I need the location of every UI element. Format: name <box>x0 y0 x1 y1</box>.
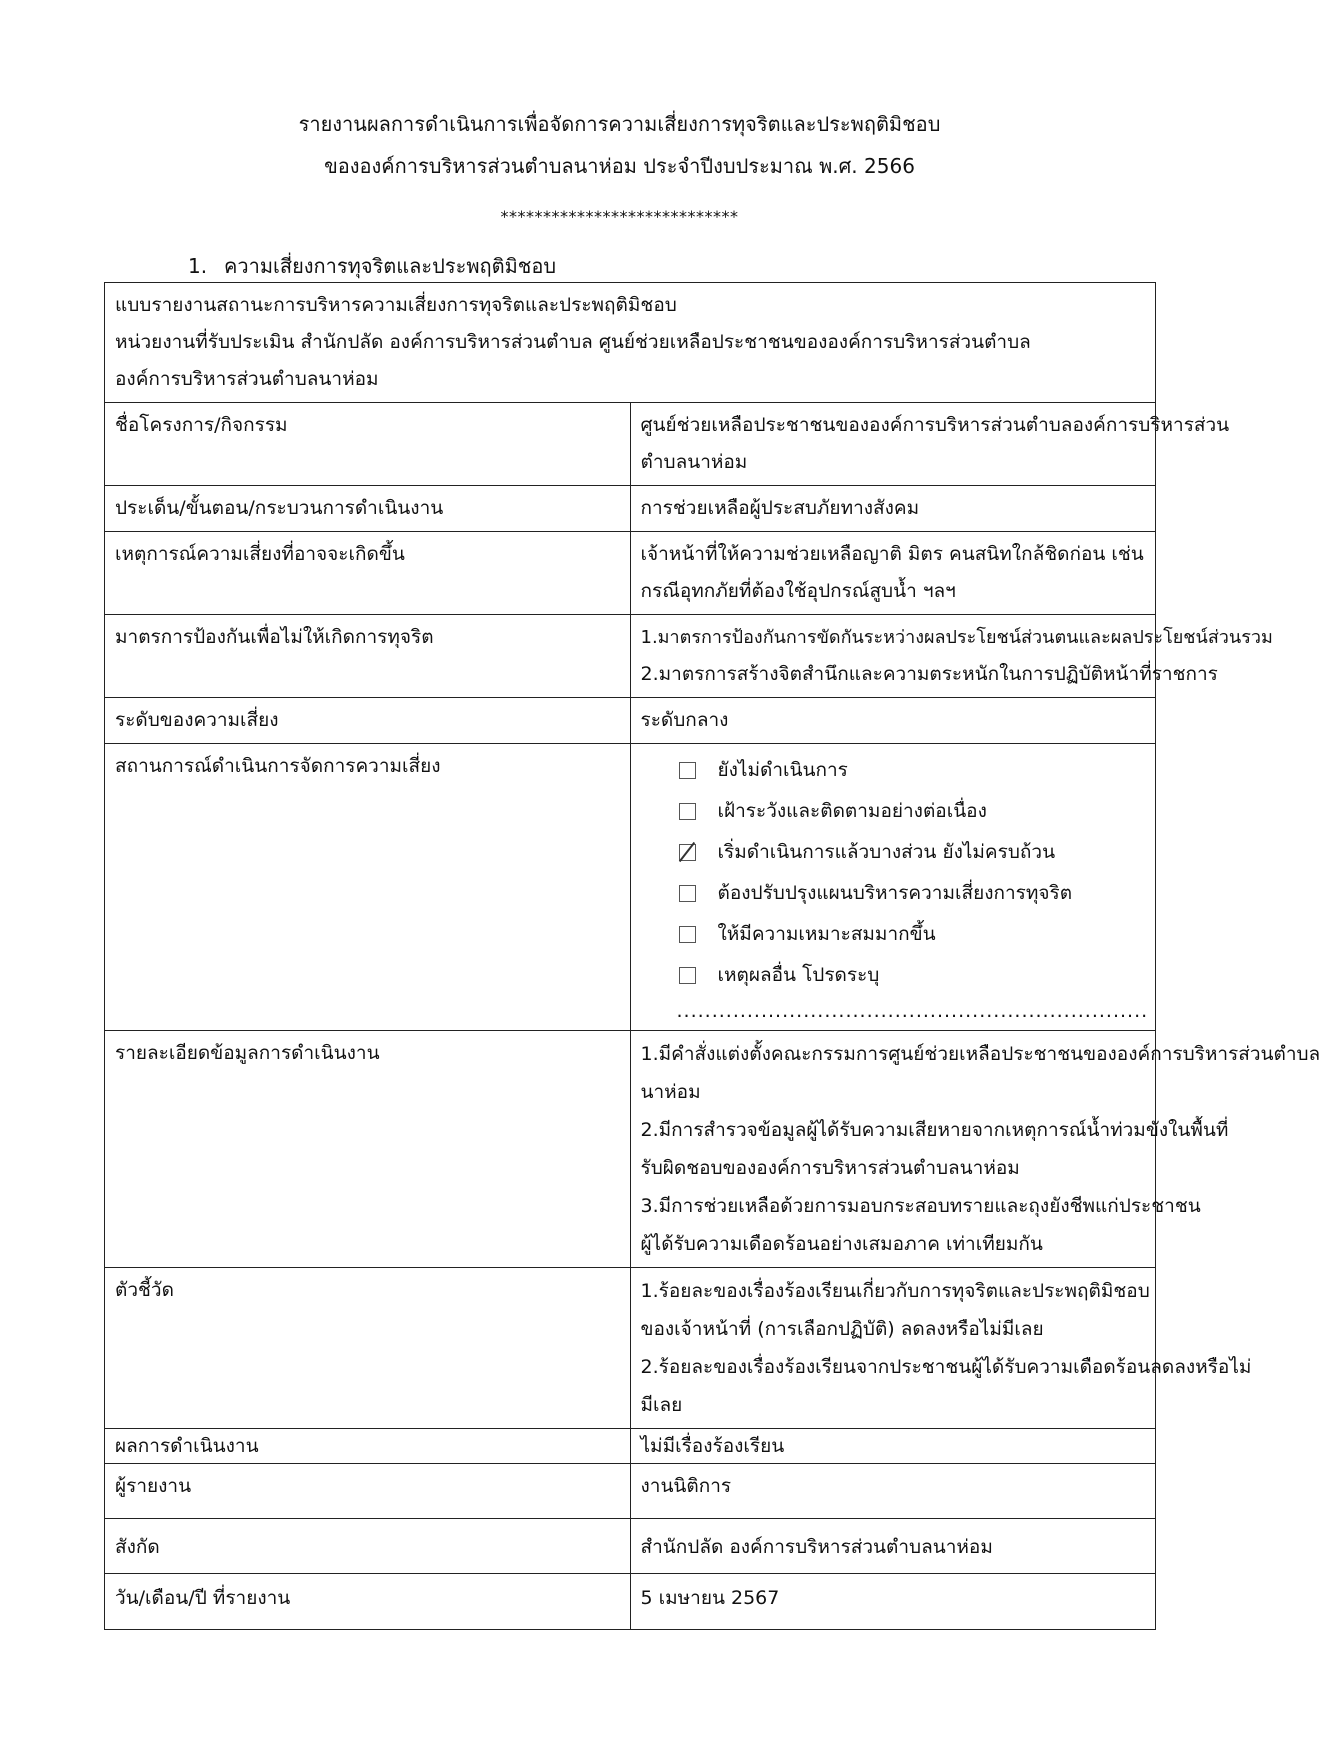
value-line: 3.มีการช่วยเหลือด้วยการมอบกระสอบทรายและถุงยังชีพแก่ประชาชน <box>640 1195 1201 1217</box>
row-value <box>630 1268 1252 1429</box>
status-option-label: ต้องปรับปรุงแผนบริหารความเสี่ยงการทุจริต <box>717 882 1073 904</box>
report-title-line1: รายงานผลการดำเนินการเพื่อจัดการความเสี่ยงการทุจริตและประพฤติมิชอบ <box>298 112 941 136</box>
row-label: สถานการณ์ดำเนินการจัดการความเสี่ยง <box>105 744 631 1031</box>
table-row-details <box>105 1031 1156 1268</box>
value-line: รับผิดชอบขององค์การบริหารส่วนตำบลนาห่อม <box>640 1157 1020 1179</box>
status-option <box>641 832 1146 873</box>
intro-cell <box>105 283 1156 403</box>
row-label: ผลการดำเนินงาน <box>105 1429 631 1464</box>
table-row-affiliation <box>105 1519 1156 1574</box>
status-option-label: เหตุผลอื่น โปรดระบุ <box>717 964 880 986</box>
status-option <box>641 791 1146 832</box>
value-line: นาห่อม <box>640 1081 701 1103</box>
section-title: ความเสี่ยงการทุจริตและประพฤติมิชอบ <box>224 254 557 278</box>
status-option <box>641 750 1146 791</box>
status-option-label: ให้มีความเหมาะสมมากขึ้น <box>717 923 936 945</box>
row-label: เหตุการณ์ความเสี่ยงที่อาจจะเกิดขึ้น <box>105 532 631 615</box>
value-line: กรณีอุทกภัยที่ต้องใช้อุปกรณ์สูบน้ำ ฯลฯ <box>640 580 956 602</box>
status-option-label: เฝ้าระวังและติดตามอย่างต่อเนื่อง <box>717 800 987 822</box>
table-row-measures <box>105 615 1156 698</box>
checkbox-unchecked-icon <box>679 967 696 984</box>
table-row-issue <box>105 486 1156 532</box>
value-line: เจ้าหน้าที่ให้ความช่วยเหลือญาติ มิตร คนสนิทใกล้ชิดก่อน เช่น <box>640 543 1144 565</box>
value-line: 2.มีการสำรวจข้อมูลผู้ได้รับความเสียหายจากเหตุการณ์น้ำท่วมขังในพื้นที่ <box>640 1119 1229 1141</box>
status-option <box>641 914 1146 955</box>
section-heading <box>188 250 556 282</box>
row-value: สำนักปลัด องค์การบริหารส่วนตำบลนาห่อม <box>630 1519 1156 1574</box>
row-value <box>630 615 1273 698</box>
table-row-risk-level <box>105 698 1156 744</box>
row-label: ระดับของความเสี่ยง <box>105 698 631 744</box>
row-value <box>630 698 1156 744</box>
row-label: ตัวชี้วัด <box>105 1268 631 1429</box>
value-line: มีเลย <box>640 1394 683 1416</box>
table-row-risk-event <box>105 532 1156 615</box>
row-value <box>630 486 1156 532</box>
row-value: 5 เมษายน 2567 <box>630 1574 1156 1630</box>
status-option <box>641 955 1146 996</box>
status-options <box>630 744 1156 1031</box>
table-row-indicators <box>105 1268 1156 1429</box>
value-line: 1.มีคำสั่งแต่งตั้งคณะกรรมการศูนย์ช่วยเหลือประชาชนขององค์การบริหารส่วนตำบล <box>640 1043 1320 1065</box>
status-option-label: ยังไม่ดำเนินการ <box>717 759 848 781</box>
risk-report-table <box>104 282 1320 1630</box>
value-line: ตำบลนาห่อม <box>640 451 748 473</box>
value-line: ผู้ได้รับความเดือดร้อนอย่างเสมอภาค เท่าเทียมกัน <box>640 1233 1043 1255</box>
row-label: ประเด็น/ขั้นตอน/กระบวนการดำเนินงาน <box>105 486 631 532</box>
row-value: ไม่มีเรื่องร้องเรียน <box>630 1429 1156 1464</box>
status-option <box>641 873 1146 914</box>
value-line: ของเจ้าหน้าที่ (การเลือกปฏิบัติ) ลดลงหรือไม่มีเลย <box>640 1318 1044 1340</box>
checkbox-unchecked-icon <box>679 762 696 779</box>
checkbox-unchecked-icon <box>679 885 696 902</box>
checkbox-unchecked-icon <box>679 926 696 943</box>
row-label: สังกัด <box>105 1519 631 1574</box>
row-value: งานนิติการ <box>630 1464 1156 1519</box>
section-number: 1. <box>188 254 208 278</box>
report-title-line2: ขององค์การบริหารส่วนตำบลนาห่อม ประจำปีงบประมาณ พ.ศ. 2566 <box>324 154 915 178</box>
table-row-result <box>105 1429 1156 1464</box>
row-label: วัน/เดือน/ปี ที่รายงาน <box>105 1574 631 1630</box>
checkbox-unchecked-icon <box>679 803 696 820</box>
value-line: ศูนย์ช่วยเหลือประชาชนขององค์การบริหารส่วนตำบลองค์การบริหารส่วน <box>640 414 1230 436</box>
table-row-status <box>105 744 1156 1031</box>
status-option-label: เริ่มดำเนินการแล้วบางส่วน ยังไม่ครบถ้วน <box>717 841 1056 863</box>
row-value <box>630 403 1230 486</box>
row-label: รายละเอียดข้อมูลการดำเนินงาน <box>105 1031 631 1268</box>
intro-line: หน่วยงานที่รับประเมิน สำนักปลัด องค์การบริหารส่วนตำบล ศูนย์ช่วยเหลือประชาชนขององค์การบริหารส่วนตำบล <box>115 331 1031 353</box>
row-label: ผู้รายงาน <box>105 1464 631 1519</box>
value-line: การช่วยเหลือผู้ประสบภัยทางสังคม <box>640 497 920 519</box>
value-line: 2.มาตรการสร้างจิตสำนึกและความตระหนักในการปฏิบัติหน้าที่ราชการ <box>640 663 1218 685</box>
checkbox-checked-icon <box>679 844 696 861</box>
other-reason-dotted-line: ................................................................... <box>676 1000 1149 1022</box>
row-value <box>630 1031 1320 1268</box>
value-line: 1.มาตรการป้องกันการขัดกันระหว่างผลประโยชน์ส่วนตนและผลประโยชน์ส่วนรวม <box>640 627 1273 648</box>
row-label: มาตรการป้องกันเพื่อไม่ให้เกิดการทุจริต <box>105 615 631 698</box>
intro-line: แบบรายงานสถานะการบริหารความเสี่ยงการทุจริตและประพฤติมิชอบ <box>115 294 677 316</box>
value-line: 2.ร้อยละของเรื่องร้องเรียนจากประชาชนผู้ได้รับความเดือดร้อนลดลงหรือไม่ <box>640 1356 1252 1378</box>
row-label: ชื่อโครงการ/กิจกรรม <box>105 403 631 486</box>
table-row-project <box>105 403 1156 486</box>
table-row-intro <box>105 283 1156 403</box>
value-line: 1.ร้อยละของเรื่องร้องเรียนเกี่ยวกับการทุจริตและประพฤติมิชอบ <box>640 1280 1150 1302</box>
separator-stars: **************************** <box>500 207 739 226</box>
table-row-reporter <box>105 1464 1156 1519</box>
row-value <box>630 532 1156 615</box>
value-line: ระดับกลาง <box>640 709 729 731</box>
intro-line: องค์การบริหารส่วนตำบลนาห่อม <box>115 368 379 390</box>
table-row-report-date <box>105 1574 1156 1630</box>
